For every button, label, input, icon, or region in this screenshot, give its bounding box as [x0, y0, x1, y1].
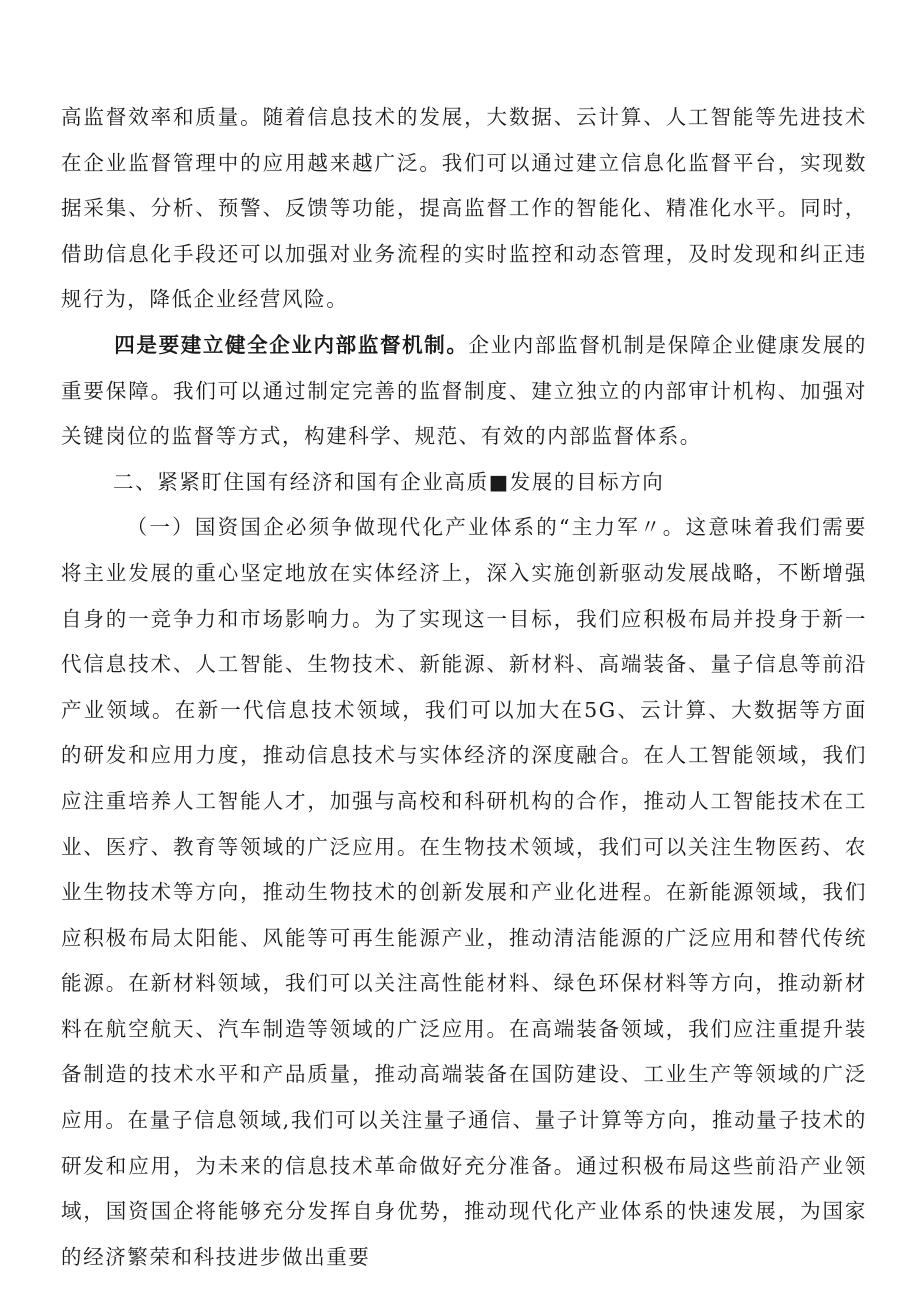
paragraph-lead: 四是要建立健全企业内部监督机制。	[114, 332, 469, 357]
subsection-paragraph	[61, 505, 867, 1280]
subsection-text: 这意味着我们需要将主业发展的重心坚定地放在实体经济上，深入实施创新驱动发展战略，不断增强自身的一竞争力和市场影响力。为了实现这一目标，我们应积极布局并投身于新一代信息技术、人工智能、生物技术、新能源、新材料、高端装备、量子信息等前沿产业领域。在新一代信息技术领域，我们可以加大在5G、云计算、大数据等方面的研发和应用力度，推动信息技术与实体经济的深度融合。在人工智能领域，我们应注重培养人工智能人才，加强与高校和科研机构的合作，推动人工智能技术在工业、医疗、教育等领域的广泛应用。在生物技术领域，我们可以关注生物医药、农业生物技术等方向，推动生物技术的创新发展和产业化进程。在新能源领域，我们应积极布局太阳能、风能等可再生能源产业，推动清洁能源的广泛应用和替代传统能源。在新材料领域，我们可以关注高性能材料、绿色环保材料等方向，推动新材料在航空航天、汽车制造等领域的广泛应用。在高端装备领域，我们应注重提升装备制造的技术水平和产品质量，推动高端装备在国防建设、工业生产等领域的广泛应用。在量子信息领域,我们可以关注量子通信、量子计算等方向，推动量子技术的研发和应用，为未来的信息技术革命做好充分准备。通过积极布局这些前沿产业领域，国资国企将能够充分发挥自身优势，推动现代化产业体系的快速发展，为国家的经济繁荣和科技进步做出重要	[61, 515, 867, 1269]
section-heading: 二、紧紧盯住国有经济和国有企业高质■发展的目标方向	[113, 469, 665, 494]
paragraph-internal-supervision	[61, 323, 867, 460]
document-page	[61, 95, 867, 1280]
paragraph-continuation	[61, 95, 867, 323]
paragraph-text: 企业内部监督机制是保障企业健康发展的重要保障。我们可以通过制定完善的监督制度、建立独立的内部审计机构、加强对关键岗位的监督等方式，构建科学、规范、有效的内部监督体系。	[61, 332, 867, 449]
paragraph-text: 高监督效率和质量。随着信息技术的发展，大数据、云计算、人工智能等先进技术在企业监督管理中的应用越来越广泛。我们可以通过建立信息化监督平台，实现数据采集、分析、预警、反馈等功能，提高监督工作的智能化、精准化水平。同时，借助信息化手段还可以加强对业务流程的实时监控和动态管理，及时发现和纠正违规行为，降低企业经营风险。	[61, 105, 867, 312]
subsection-heading: （一）国资国企必须争做现代化产业体系的“主力军〃。	[126, 515, 686, 540]
